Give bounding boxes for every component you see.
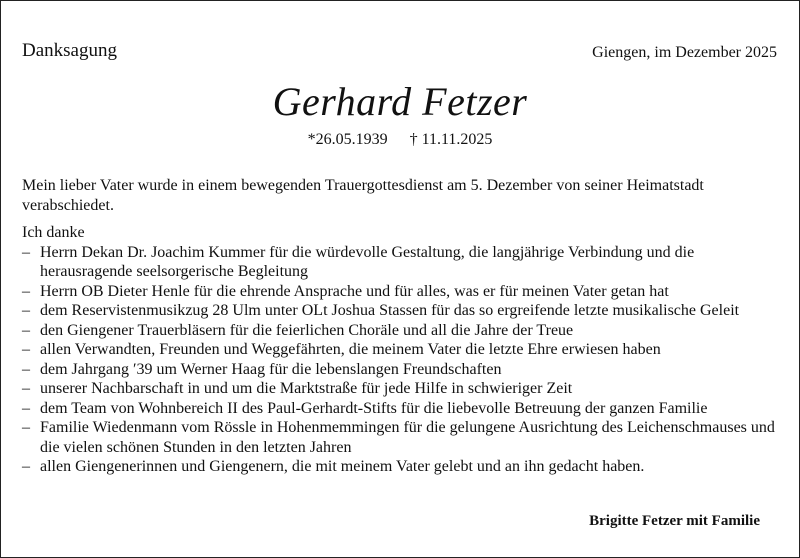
birth-date: *26.05.1939 <box>307 131 388 148</box>
notice-body <box>22 176 782 477</box>
thanks-item: – den Giengener Trauerbläsern für die feierlichen Choräle und all die Jahre der Treue <box>22 321 782 341</box>
signature: Brigitte Fetzer mit Familie <box>589 513 760 529</box>
intro-paragraph: Mein lieber Vater wurde in einem bewegenden Trauergottesdienst am 5. Dezember von seiner Heimatstadt verabschiedet. <box>22 177 704 214</box>
place-date: Giengen, im Dezember 2025 <box>592 44 777 61</box>
notice-heading: Danksagung <box>22 40 117 61</box>
death-date: † 11.11.2025 <box>409 131 493 148</box>
thanks-label: Ich danke <box>22 224 85 241</box>
thanks-item: – allen Giengenerinnen und Giengenern, die mit meinem Vater gelebt und an ihn gedacht haben. <box>22 457 782 477</box>
thanks-item: – dem Team von Wohnbereich II des Paul-Gerhardt-Stifts für die liebevolle Betreuung der ganzen Familie <box>22 399 782 419</box>
thanks-item: – dem Jahrgang ′39 um Werner Haag für die lebenslangen Freundschaften <box>22 360 782 380</box>
thanks-list <box>22 243 782 477</box>
thanks-item: – dem Reservistenmusikzug 28 Ulm unter OLt Joshua Stassen für das so ergreifende letzte musikalische Geleit <box>22 301 782 321</box>
life-dates <box>0 131 800 149</box>
thanks-item: – Familie Wiedenmann vom Rössle in Hohenmemmingen für die gelungene Ausrichtung des Leichenschmauses und die vielen schönen Stunden in den letzten Jahren <box>22 418 782 457</box>
thanks-item: – allen Verwandten, Freunden und Weggefährten, die meinem Vater die letzte Ehre erwiesen haben <box>22 340 782 360</box>
thanks-item: – unserer Nachbarschaft in und um die Marktstraße für jede Hilfe in schwieriger Zeit <box>22 379 782 399</box>
thanks-item: – Herrn Dekan Dr. Joachim Kummer für die würdevolle Gestaltung, die langjährige Verbindung und die herausragende seelsorgerische Begleitung <box>22 243 782 282</box>
thanks-item: – Herrn OB Dieter Henle für die ehrende Ansprache und für alles, was er für meinen Vater getan hat <box>22 282 782 302</box>
deceased-name: Gerhard Fetzer <box>272 79 528 124</box>
